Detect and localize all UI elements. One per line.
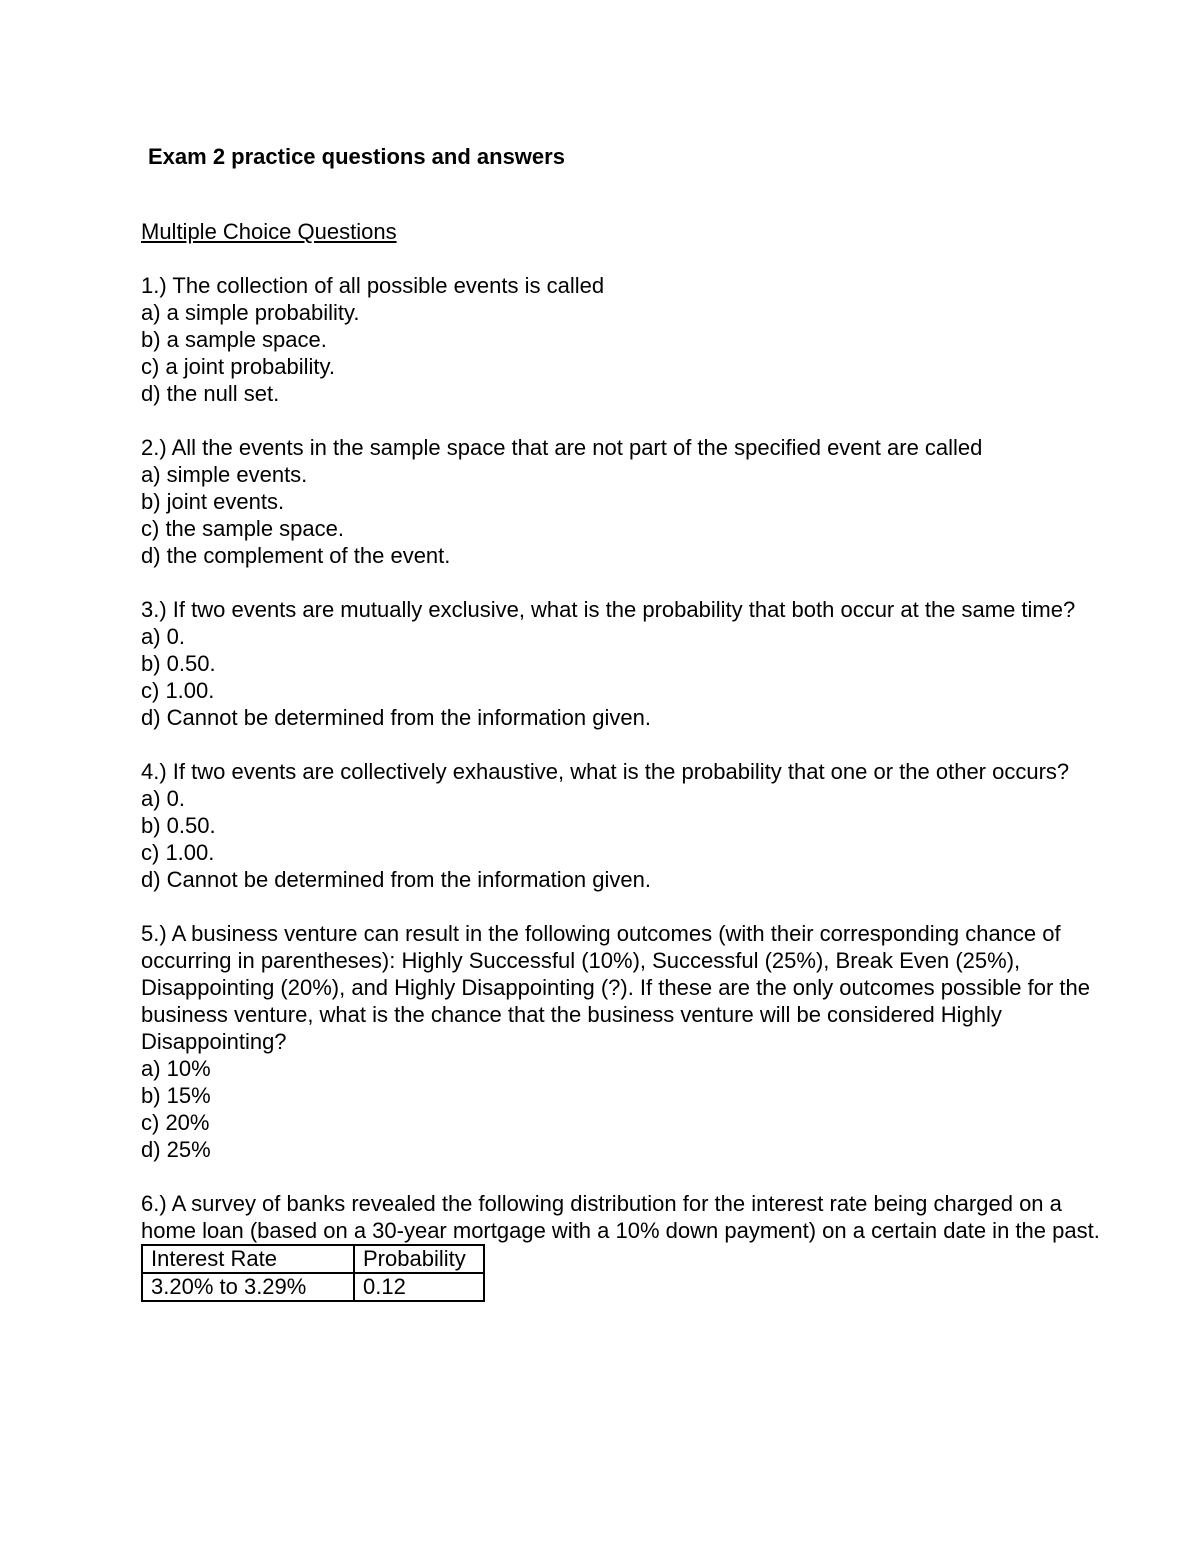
answer-option: b) joint events. — [141, 489, 285, 514]
question-text: 5.) A business venture can result in the following outcomes (with their corresponding chance of occurring in parentheses): Highly Successful (10%), Successful (25%), Break Even (25%), Disappointing (20%), and Highly Disappointing (?). If these are the only outcomes possible for the business venture, what is the chance that the business venture will be considered Highly Disappointing? — [141, 921, 1090, 1054]
table-header-cell: Interest Rate — [142, 1245, 354, 1273]
question-text: 2.) All the events in the sample space that are not part of the specified event are called — [141, 435, 983, 460]
answer-option: b) 0.50. — [141, 651, 216, 676]
question-1 — [141, 272, 1101, 407]
table-header-cell: Probability — [354, 1245, 484, 1273]
question-text: 1.) The collection of all possible events is called — [141, 273, 605, 298]
document-title: Exam 2 practice questions and answers — [148, 144, 565, 169]
answer-option: b) 0.50. — [141, 813, 216, 838]
answer-option: d) 25% — [141, 1137, 211, 1162]
question-4 — [141, 758, 1101, 893]
answer-option: c) the sample space. — [141, 516, 344, 541]
section-heading: Multiple Choice Questions — [141, 219, 397, 244]
answer-option: b) a sample space. — [141, 327, 327, 352]
answer-option: b) 15% — [141, 1083, 211, 1108]
answer-option: d) the complement of the event. — [141, 543, 451, 568]
answer-option: a) 0. — [141, 624, 186, 649]
question-5 — [141, 920, 1101, 1163]
answer-option: a) 10% — [141, 1056, 211, 1081]
answer-option: d) the null set. — [141, 381, 280, 406]
question-text: 3.) If two events are mutually exclusive, what is the probability that both occur at the same time? — [141, 597, 1076, 622]
table-cell: 3.20% to 3.29% — [142, 1273, 354, 1301]
table-row — [142, 1273, 484, 1301]
question-6 — [141, 1190, 1101, 1302]
answer-option: d) Cannot be determined from the information given. — [141, 705, 651, 730]
answer-option: c) 1.00. — [141, 678, 215, 703]
question-3 — [141, 596, 1101, 731]
question-text: 4.) If two events are collectively exhaustive, what is the probability that one or the other occurs? — [141, 759, 1070, 784]
answer-option: d) Cannot be determined from the information given. — [141, 867, 651, 892]
answer-option: a) 0. — [141, 786, 186, 811]
table-header-row — [142, 1245, 484, 1273]
answer-option: a) simple events. — [141, 462, 308, 487]
question-2 — [141, 434, 1101, 569]
answer-option: a) a simple probability. — [141, 300, 360, 325]
answer-option: c) 20% — [141, 1110, 210, 1135]
question-text: 6.) A survey of banks revealed the following distribution for the interest rate being charged on a home loan (based on a 30-year mortgage with a 10% down payment) on a certain date in the past. — [141, 1191, 1100, 1243]
answer-option: c) 1.00. — [141, 840, 215, 865]
interest-rate-table — [141, 1244, 485, 1302]
table-cell: 0.12 — [354, 1273, 484, 1301]
document-page — [141, 138, 1101, 1302]
answer-option: c) a joint probability. — [141, 354, 336, 379]
